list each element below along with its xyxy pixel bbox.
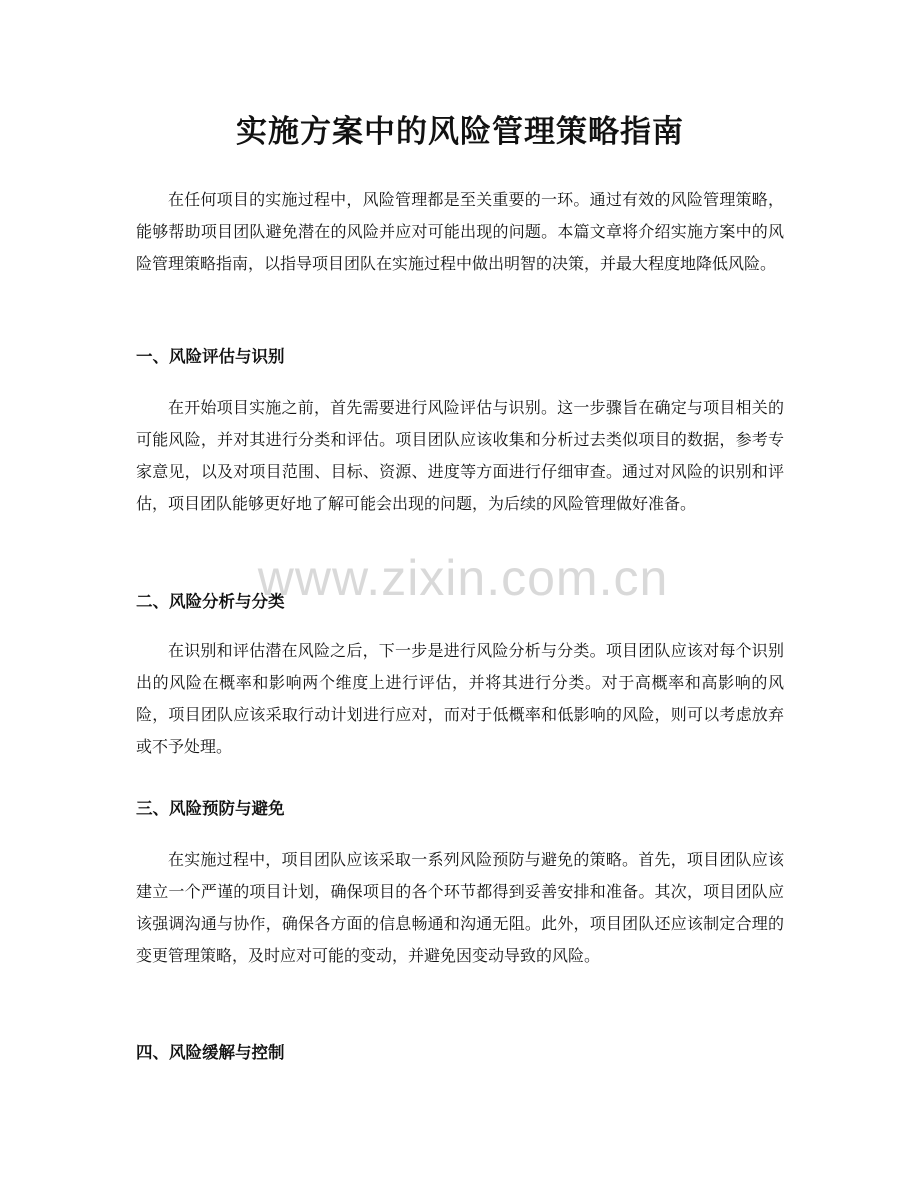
intro-paragraph: 在任何项目的实施过程中，风险管理都是至关重要的一环。通过有效的风险管理策略，能够帮助项目团队避免潜在的风险并应对可能出现的问题。本篇文章将介绍实施方案中的风险管理策略指南，以指导项目团队在实施过程中做出明智的决策，并最大程度地降低风险。	[136, 190, 784, 273]
section-body-2: 在识别和评估潜在风险之后，下一步是进行风险分析与分类。项目团队应该对每个识别出的风险在概率和影响两个维度上进行评估，并将其进行分类。对于高概率和高影响的风险，项目团队应该采取行动计划进行应对，而对于低概率和低影响的风险，则可以考虑放弃或不予处理。	[136, 641, 784, 756]
document-page	[136, 0, 784, 1191]
watermark-text: www.zixin.com.cn	[257, 550, 669, 606]
section-heading-4: 四、风险缓解与控制	[136, 1043, 285, 1062]
section-heading-2: 二、风险分析与分类	[136, 592, 285, 611]
section-body-3: 在实施过程中，项目团队应该采取一系列风险预防与避免的策略。首先，项目团队应该建立一个严谨的项目计划，确保项目的各个环节都得到妥善安排和准备。其次，项目团队应该强调沟通与协作，确保各方面的信息畅通和沟通无阻。此外，项目团队还应该制定合理的变更管理策略，及时应对可能的变动，并避免因变动导致的风险。	[136, 850, 784, 965]
section-body-1: 在开始项目实施之前，首先需要进行风险评估与识别。这一步骤旨在确定与项目相关的可能风险，并对其进行分类和评估。项目团队应该收集和分析过去类似项目的数据，参考专家意见，以及对项目范围、目标、资源、进度等方面进行仔细审查。通过对风险的识别和评估，项目团队能够更好地了解可能会出现的问题，为后续的风险管理做好准备。	[136, 398, 784, 513]
section-heading-3: 三、风险预防与避免	[136, 799, 285, 818]
section-heading-1: 一、风险评估与识别	[136, 347, 285, 366]
document-title: 实施方案中的风险管理策略指南	[236, 114, 684, 150]
